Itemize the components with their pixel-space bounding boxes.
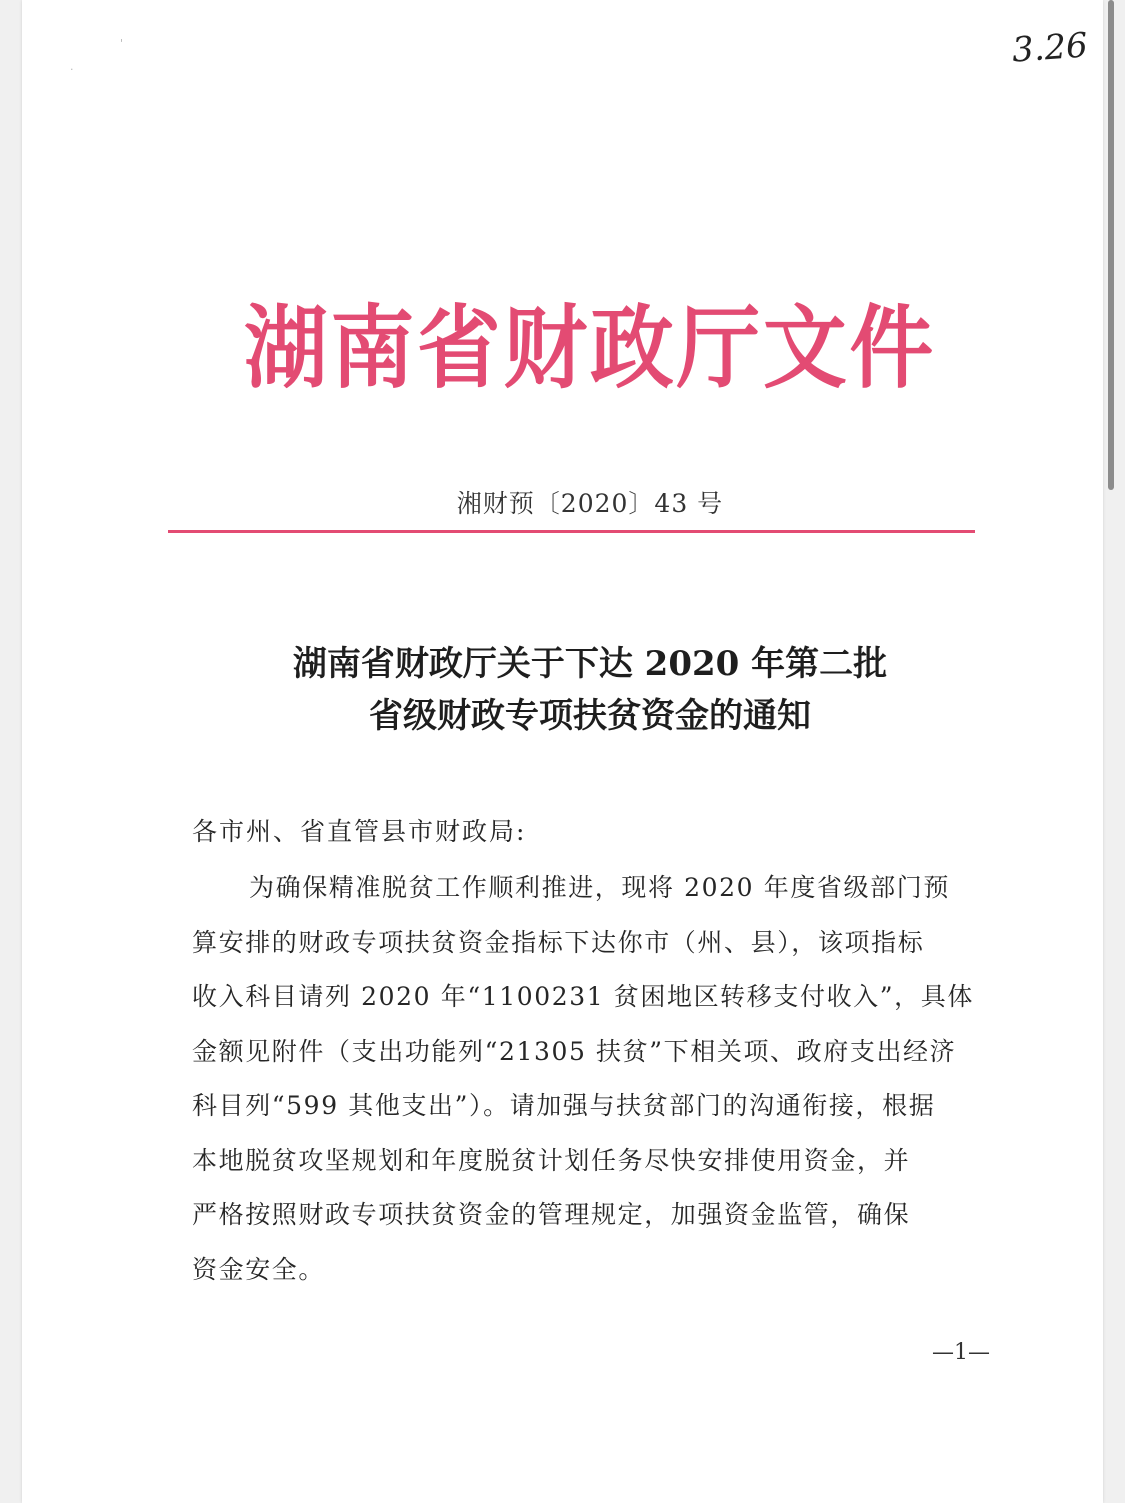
addressee: 各市州、省直管县市财政局: [192,817,527,846]
body-line: 算安排的财政专项扶贫资金指标下达你市（州、县），该项指标 [192,927,925,957]
handwritten-note: 3.26 [1010,25,1090,71]
body-line: 科目列“599 其他支出”）。请加强与扶贫部门的沟通衔接，根据 [192,1091,936,1120]
page-number: —1— [932,1340,990,1365]
body-line: 资金安全。 [192,1254,326,1284]
body-paragraph [192,866,992,1302]
scrollbar-thumb[interactable] [1108,0,1114,490]
vertical-scrollbar[interactable] [1106,0,1116,1503]
scan-speck: · [70,63,74,76]
document-number: 湘财预〔2020〕43 号 [456,489,724,518]
body-line: 金额见附件（支出功能列“21305 扶贫”下相关项、政府支出经济 [192,1036,957,1066]
body-line: 收入科目请列 2020 年“1100231 贫困地区转移支付收入”，具体 [192,982,974,1011]
scan-speck: ' [120,37,124,50]
document-page [22,0,1103,1503]
body-line: 为确保精准脱贫工作顺利推进，现将 2020 年度省级部门预 [249,873,950,902]
body-line: 严格按照财政专项扶贫资金的管理规定，加强资金监管，确保 [192,1200,911,1229]
title-line: 湖南省财政厅关于下达 2020 年第二批 [292,644,888,684]
body-line: 本地脱贫攻坚规划和年度脱贫计划任务尽快安排使用资金，并 [192,1145,911,1175]
document-header: 湖南省财政厅文件 [244,295,936,401]
header-red-rule [168,530,975,533]
title-line: 省级财政专项扶贫资金的通知 [369,696,811,736]
document-title [190,638,990,742]
